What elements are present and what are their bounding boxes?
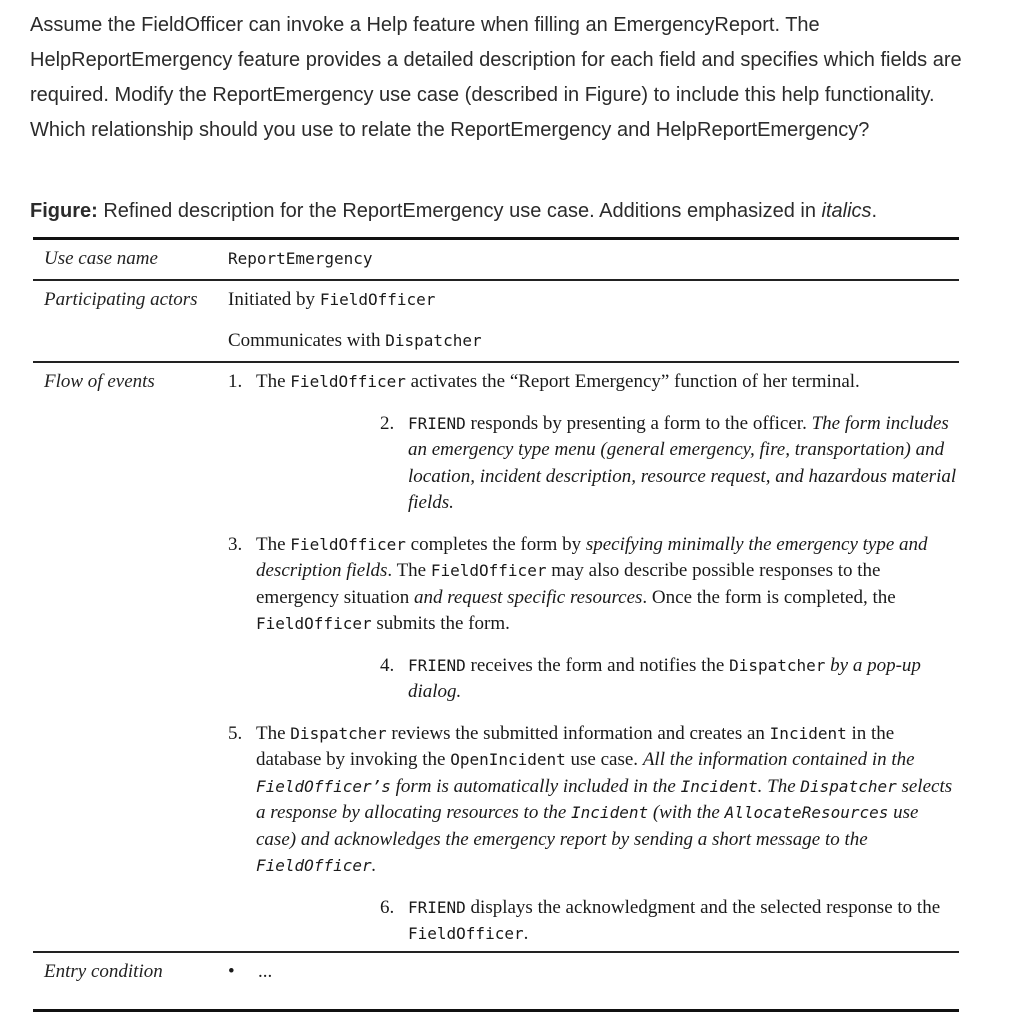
bullet-glyph: • xyxy=(228,961,235,982)
label-flow-of-events: Flow of events xyxy=(44,371,155,392)
actors-line-communicates: Communicates with Dispatcher xyxy=(228,330,482,351)
flow-step-6: 6. FRIEND displays the acknowledgment and the selected response to the FieldOfficer. xyxy=(380,896,941,944)
caption-end: . xyxy=(871,200,878,222)
flow-step-1: 1. The FieldOfficer activates the “Report Emergency” function of her terminal. xyxy=(228,371,860,392)
flow-step-4: 4. FRIEND receives the form and notifies the Dispatcher by a pop-up dialog. xyxy=(380,654,921,702)
figure-caption xyxy=(30,196,990,226)
actor-dispatcher: Dispatcher xyxy=(385,331,482,350)
value-use-case-name: ReportEmergency xyxy=(228,249,373,268)
actors-line-initiated: Initiated by FieldOfficer xyxy=(228,289,436,310)
label-entry-condition: Entry condition xyxy=(44,961,163,982)
caption-italic-word: italics xyxy=(821,200,872,222)
flow-step-3: 3. The FieldOfficer completes the form by specifying minimally the emergency type and description fields. The FieldOfficer may also describe possible responses to the emergency situation and request specific resources. Once the form is completed, the FieldOfficer submits the form. xyxy=(228,533,928,634)
value-entry-condition: ... xyxy=(258,961,273,982)
flow-step-2: 2. FRIEND responds by presenting a form to the officer. The form includes an emergency type menu (general emergency, fire, transportation) and location, incident description, resource request, and hazardous material fields. xyxy=(380,412,957,513)
row-use-case-name xyxy=(33,237,959,279)
caption-label: Figure: xyxy=(30,200,98,222)
actor-fieldofficer: FieldOfficer xyxy=(319,290,436,309)
row-entry-condition xyxy=(33,951,959,1012)
row-flow-of-events xyxy=(33,361,959,951)
flow-step-5: 5. The Dispatcher reviews the submitted information and creates an Incident in the database by invoking the OpenIncident use case. All the information contained in the FieldOfficer’s form is automatically included in the Incident. The Dispatcher selects a response by allocating resources to the Incident (with the AllocateResources use case) and acknowledges the emergency report by sending a short message to the FieldOfficer. xyxy=(228,722,953,876)
label-use-case-name: Use case name xyxy=(44,248,158,269)
question-text: Assume the FieldOfficer can invoke a Help feature when filling an EmergencyReport. The HelpReportEmergency feature provides a detailed description for each field and specifies which fields are required. Modify the ReportEmergency use case (described in Figure) to include this help functionality. Which relationship should you use to relate the ReportEmergency and HelpReportEmergency? xyxy=(30,14,962,141)
row-participating-actors xyxy=(33,279,959,361)
use-case-table xyxy=(33,237,959,1012)
label-participating-actors: Participating actors xyxy=(44,289,198,310)
caption-text: Refined description for the ReportEmergency use case. Additions emphasized in xyxy=(97,200,822,222)
